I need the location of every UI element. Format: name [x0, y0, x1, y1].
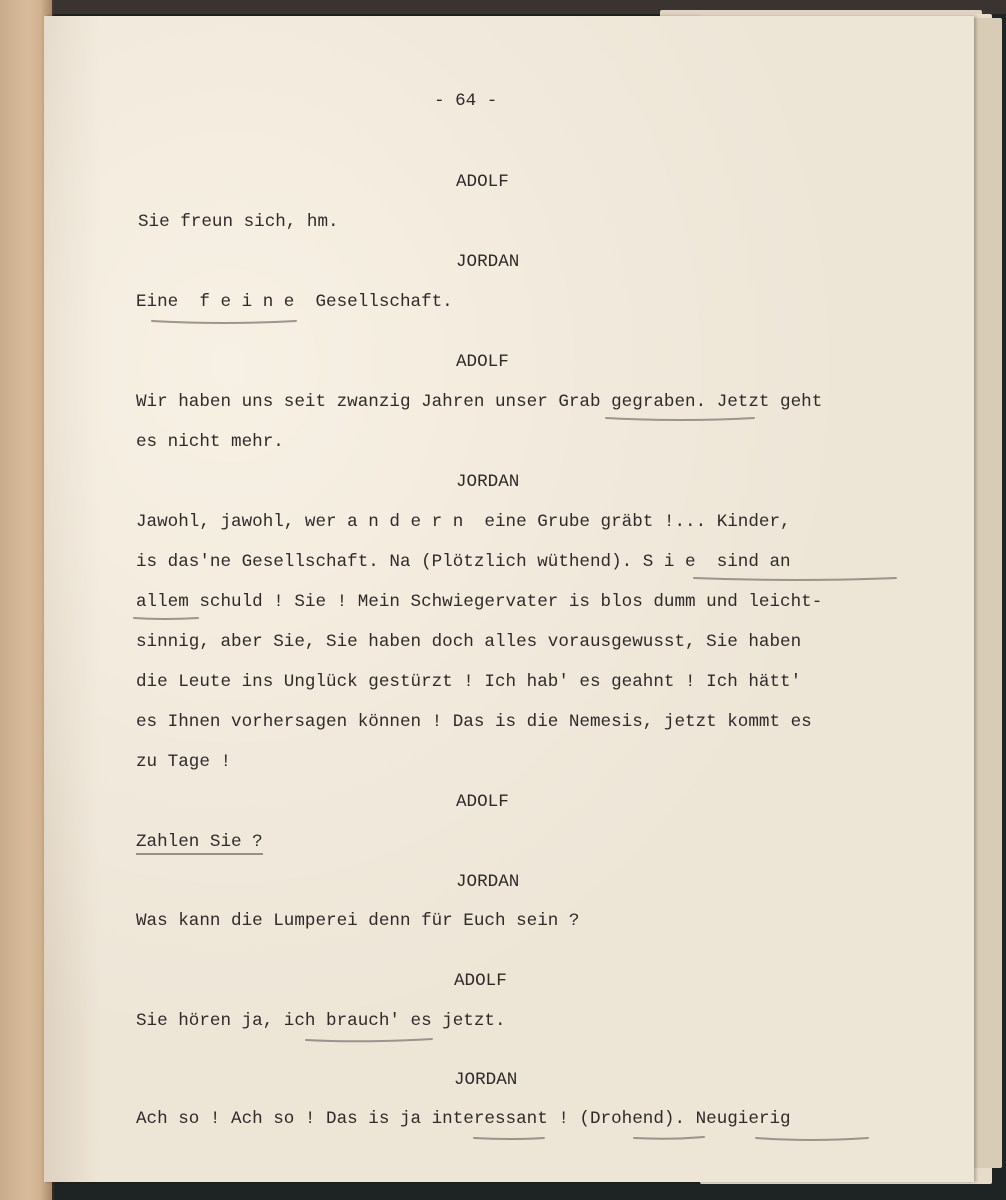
- dialogue-line: Eine f e i n e Gesellschaft.: [136, 292, 453, 312]
- speaker-name: JORDAN: [454, 1070, 518, 1090]
- dialogue-line: es nicht mehr.: [136, 432, 284, 452]
- dialogue-line: is das'ne Gesellschaft. Na (Plötzlich wüthend). S i e sind an: [136, 552, 791, 572]
- speaker-name: JORDAN: [456, 872, 520, 892]
- dialogue-line: sinnig, aber Sie, Sie haben doch alles vorausgewusst, Sie haben: [136, 632, 802, 652]
- dialogue-line: Jawohl, jawohl, wer a n d e r n eine Grube gräbt !... Kinder,: [136, 512, 791, 532]
- speaker-name: ADOLF: [456, 172, 509, 192]
- pencil-underline: [756, 1138, 868, 1140]
- dialogue-line: die Leute ins Unglück gestürzt ! Ich hab' es geahnt ! Ich hätt': [136, 672, 802, 692]
- dialogue-line: Sie hören ja, ich brauch' es jetzt.: [136, 1011, 506, 1031]
- pencil-underline: [152, 321, 296, 323]
- dialogue-line: es Ihnen vorhersagen können ! Das is die Nemesis, jetzt kommt es: [136, 712, 812, 732]
- pencil-underline: [606, 418, 754, 420]
- page-number: - 64 -: [434, 91, 498, 111]
- pencil-underline: [306, 1039, 432, 1041]
- dialogue-line: allem schuld ! Sie ! Mein Schwiegervater is blos dumm und leicht-: [136, 592, 823, 612]
- dialogue-line: Was kann die Lumperei denn für Euch sein ?: [136, 911, 580, 931]
- dialogue-line: Wir haben uns seit zwanzig Jahren unser Grab gegraben. Jetzt geht: [136, 392, 823, 412]
- dialogue-line: Sie freun sich, hm.: [138, 212, 339, 232]
- dialogue-line: Ach so ! Ach so ! Das is ja interessant ! (Drohend). Neugierig: [136, 1109, 791, 1129]
- speaker-name: JORDAN: [456, 472, 520, 492]
- speaker-name: ADOLF: [456, 352, 509, 372]
- dialogue-line: Zahlen Sie ?: [136, 832, 263, 855]
- pencil-underline: [134, 618, 198, 619]
- speaker-name: ADOLF: [456, 792, 509, 812]
- speaker-name: ADOLF: [454, 971, 507, 991]
- pencil-underline: [694, 578, 896, 580]
- pencil-underlines: [44, 16, 974, 1182]
- speaker-name: JORDAN: [456, 252, 520, 272]
- typewritten-page: [44, 16, 974, 1182]
- dialogue-line: zu Tage !: [136, 752, 232, 772]
- pencil-underline: [634, 1137, 704, 1139]
- pencil-underline: [474, 1138, 544, 1139]
